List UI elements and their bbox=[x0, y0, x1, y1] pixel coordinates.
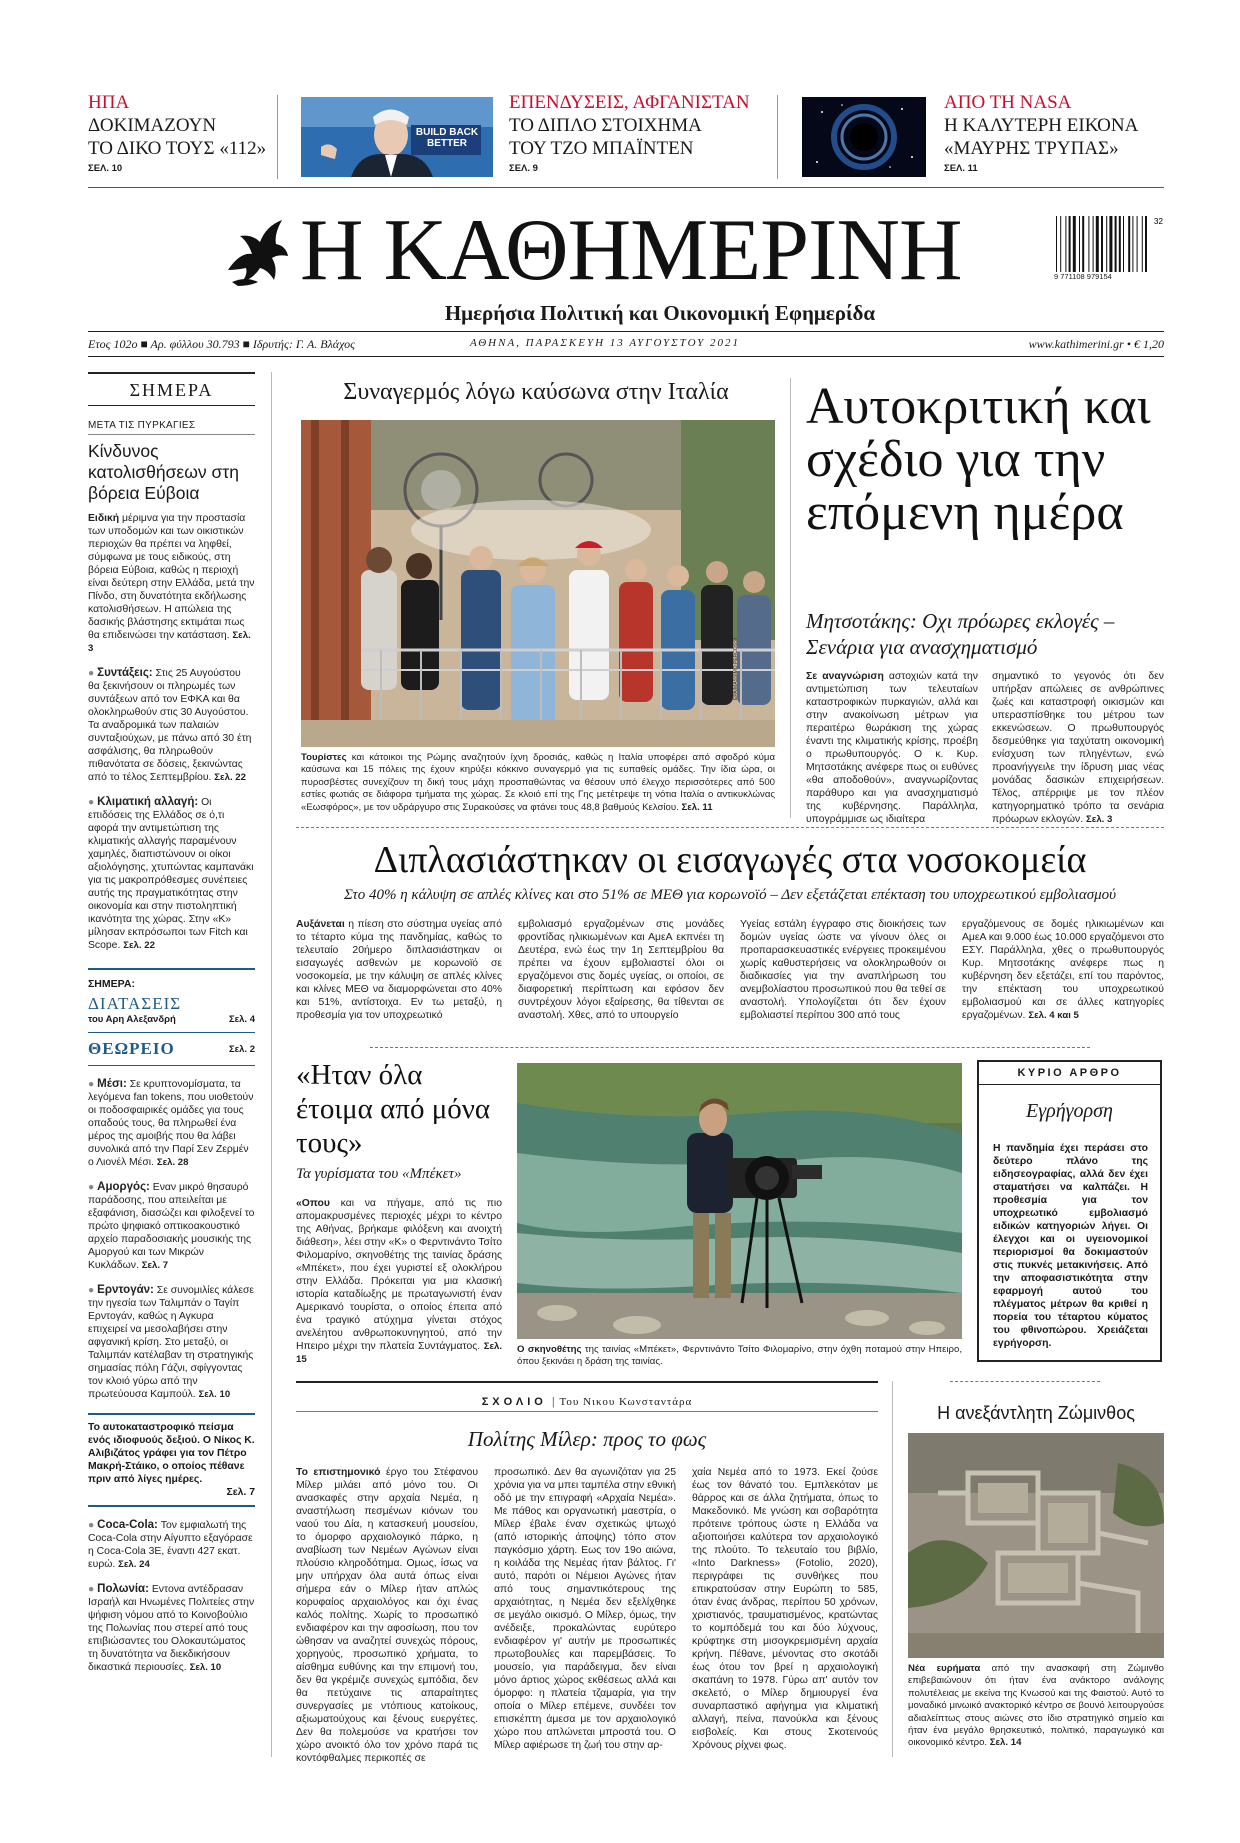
bullet-icon: ● bbox=[88, 797, 98, 808]
sidebar-simera: ΣΗΜΕΡΑ: bbox=[88, 978, 135, 990]
beckett-caption: Ο σκηνοθέτης της ταινίας «Μπέκετ», Φερντινάντο Τσίτο Φιλομαρίνο, στην όχθη ποταμού στην Ηπειρο, όπου ξεκινάει η δράση της ταινίας. bbox=[517, 1344, 962, 1368]
teaser-line: ΔΟΚΙΜΑΖΟΥΝ bbox=[88, 115, 217, 136]
brief-text: Στις 25 Αυγούστου θα ξεκινήσουν οι πληρωμές των συντάξεων από τον ΕΦΚΑ και θα ολοκληρωθούν στις 30 Αυγούστου. Τα αναδρομικά των παλαιών συνταξιούχων, με πάνω από 30 έτη ασφάλισης, θα πληρωθούν πιθανότατα σε δόσεις, ξεκινώντας από το τέλος Σεπτεμβρίου. bbox=[88, 668, 252, 783]
diataseis-label[interactable]: ΔΙΑΤΑΣΕΙΣ bbox=[88, 994, 182, 1013]
teaser-page: ΣΕΛ. 9 bbox=[509, 163, 538, 174]
sidebar-brief[interactable] bbox=[88, 1583, 255, 1674]
zominthos-title: Η ανεξάντλητη Ζώμινθος bbox=[937, 1403, 1135, 1423]
italy-photo-credit: EPA/MASSIMO PERCOSSI bbox=[733, 638, 739, 700]
teaser-line: Η ΚΑΛΥΤΕΡΗ ΕΙΚΟΝΑ bbox=[944, 115, 1139, 136]
editorial-body: Η πανδημία έχει περάσει στο δεύτερο πλάνο της ειδησεογραφίας, αλλά δεν έχει σταματήσει να καλπάζει. Η προθεσμία για τον υποχρεωτικό εμβολιασμό ειδικών κατηγοριών λήγει. Οι έλεγχοι και οι υγειονομικοί περιορισμοί θα δοκιμαστούν στις πυκνές μετακινήσεις. Από την αποφασιστικότητα στην εφαρμογή αυτού του πλέγματος μέτρων θα κριθεί η πορεία του τέταρτου κύματος του φθινοπώρου. Χρειάζεται εγρήγορση. bbox=[993, 1143, 1148, 1349]
brief-ref: Σελ. 24 bbox=[118, 1559, 150, 1570]
masthead-title: Η ΚΑΘΗΜΕΡΙΝΗ bbox=[300, 202, 962, 299]
barcode bbox=[1054, 216, 1164, 284]
bullet-icon: ● bbox=[88, 668, 98, 679]
zominthos-excavation-photo bbox=[908, 1433, 1164, 1658]
teaser-page: ΣΕΛ. 11 bbox=[944, 163, 978, 174]
teaser-page: ΣΕΛ. 10 bbox=[88, 163, 123, 174]
bullet-icon: ● bbox=[88, 1285, 98, 1296]
zominthos-caption: Νέα ευρήματα από την ανασκαφή στη Ζώμινθο επιβεβαιώνουν ότι ήταν ένα ανάκτορο ανάλογης πολυτέλειας με εκείνα της Κνωσού και της Φαιστού. Αυτό το μοναδικό μινωικό ανακτορικό κέντρο σε βουνό λειτουργούσε αδιαλείπτως στους αιώνες στο ίδιο στρατηγικό σημείο και ήταν ένα μεγάλο θρησκευτικό, πολιτικό, παραγωγικό και οικονομικό κέντρο. Σελ. 14 bbox=[908, 1663, 1164, 1749]
sidebar-brief[interactable] bbox=[88, 1284, 255, 1401]
brief-ref: Σελ. 22 bbox=[214, 772, 246, 783]
teaser-kicker: ΗΠΑ bbox=[88, 92, 130, 113]
bullet-icon: ● bbox=[88, 1182, 98, 1193]
hospitals-dek: Στο 40% η κάλυψη σε απλές κλίνες και στο 51% σε ΜΕΘ για κορωνοϊό – Δεν εξετάζεται επέκταση του υποχρεωτικού εμβολιασμού bbox=[343, 887, 1117, 903]
brief-ref: Σελ. 22 bbox=[123, 940, 155, 951]
blackhole-photo bbox=[802, 97, 926, 177]
brief-title: Πολωνία: bbox=[97, 1583, 149, 1595]
lead-col2: σημαντικό το γεγονός ότι δεν υπήρξαν απώλειες σε ανθρώπινες ζωές και καταστροφή οικισμών και υπερασπίσθηκε του μέτρου των εκκενώσεων. Ο πρωθυπουργός δεσμεύθηκε για ταχύτατη οικονομική ενίσχυση των πληγέντων, ενώ προανήγγειλε την ίδρυση μιας νέας μονάδας δασικών επιχειρήσεων. Τέλος, απέρριψε με τον πλέον κατηγορηματικό τρόπο τα σενάρια πρόωρων εκλογών. Σελ. 3 bbox=[992, 671, 1164, 825]
sidebar-kicker: ΜΕΤΑ ΤΙΣ ΠΥΡΚΑΓΙΕΣ bbox=[88, 420, 196, 431]
sidebar-brief[interactable] bbox=[88, 1181, 255, 1272]
teaser-line: «ΜΑΥΡΗΣ ΤΡΥΠΑΣ» bbox=[944, 138, 1119, 159]
scholio-col1: Το επιστημονικό έργο του Στέφανου Μίλερ μιλάει από μόνο του. Οι ανασκαφές στην αρχαία Νεμέα, η αναστήλωση πεσμένων κιόνων του ναού του Δία, η κατασκευή μουσείου, το όμορφο αρχαιολογικό πάρκο, η αναβίωση των Νεμέων Αγώνων είναι πλούσιο κληροδότημα. Ομως, ίσως να μην υπήρχαν όλα αυτά όπως είναι σήμερα εάν ο Μίλερ ήταν απλώς κορυφαίος αρχαιολόγος και όχι ένας καλός πολίτης. Χωρίς το προσωπικό ενδιαφέρον και την αφοσίωση, που τον ώθησαν να αναζητεί συνεχώς πόρους, χορηγούς, προσωπικό χρήματα, το αίσθημα ευθύνης και την επιμονή του, δεν θα γκρέμιζε συνεχώς εμπόδια, δεν θα πετύχαινε τις απαραίτητες συνεργασίες με ντόπιους κατοίκους, αξιωματούχους και ξένους ευεργέτες. Δεν θα πολεμούσε να κρατήσει τον χώρο ανοικτό όλο τον χρόνο παρά τις κοντόφθαλμες περικοπές σε bbox=[296, 1467, 478, 1764]
barcode-issue: 32 bbox=[1154, 217, 1163, 226]
sidebar-brief[interactable] bbox=[88, 1078, 255, 1169]
hospitals-col3: Υγείας εστάλη έγγραφο στις διοικήσεις των δομών υγείας ώστε να γίνουν όλες οι προπαρασκευαστικές ενέργειες προκειμένου χωρίς καθυστερήσεις να ολοκληρωθούν οι διαδικασίες για την αναπλήρωση του ανεμβολίαστου προσωπικού που θα τεθεί σε αναστολή. Υπολογίζεται ότι δεν έχουν εμβολιαστεί περίπου 300 από τους bbox=[740, 919, 946, 1021]
teaser-usa[interactable] bbox=[88, 92, 268, 174]
hospitals-headline[interactable]: Διπλασιάστηκαν οι εισαγωγές στα νοσοκομεία bbox=[373, 839, 1087, 881]
brief-text: Σε κρυπτονομίσματα, τα λεγόμενα fan tokens, που υιοθετούν οι ποδοσφαιρικές ομάδες για τους οπαδούς τους, θα πληρωθεί ένα μέρος της αμοιβής που θα λάβει συνολικά από την Παρί Σεν Ζερμέν ο Λιονέλ Μέσι. bbox=[88, 1079, 254, 1168]
sidebar-brief[interactable] bbox=[88, 796, 255, 952]
brief-title: Ερντογάν: bbox=[97, 1284, 154, 1296]
sidebar-brief[interactable] bbox=[88, 1519, 255, 1571]
brief-text: Οι επιδόσεις της Ελλάδος σε ό,τι αφορά την αντιμετώπιση της κλιματικής αλλαγής παραμένουν χαμηλές, διαπιστώνουν οι οίκοι αξιολόγησης, χτυπώντας καμπανάκι για τις μακροπρόθεσμες συνέπειες αυτής της πραγματικότητας στην οικονομία και στην πιστοληπτική ικανότητα της χώρας. Στην «Κ» μίλησαν εκπρόσωποι των Fitch και Scope. bbox=[88, 797, 254, 951]
lead-dek: Μητσοτάκης: Οχι πρόωρες εκλογές – Σενάρια για ανασχηματισμό bbox=[806, 609, 1115, 659]
teaser-biden[interactable] bbox=[509, 92, 769, 174]
theoreio-label[interactable]: ΘΕΩΡΕΙΟ bbox=[88, 1039, 175, 1058]
brief-text: Σε συνομιλίες κάλεσε την ηγεσία των Ταλιμπάν ο Ταγίπ Ερντογάν, καθώς η Αγκυρα επιχειρεί να μεσολαβήσει στην αφγανική κρίση. Στο μεταξύ, οι Ταλιμπάν κατέλαβαν τη στρατηγικής σημασίας πόλη Γάζνι, σφίγγοντας τον κλοιό γύρω από την πρωτεύουσα Καμπούλ. bbox=[88, 1285, 255, 1400]
brief-title: Coca-Cola: bbox=[97, 1519, 158, 1531]
sidebar bbox=[88, 372, 255, 1674]
bullet-icon: ● bbox=[88, 1520, 98, 1531]
brief-ref: Σελ. 28 bbox=[156, 1157, 189, 1168]
brief-text: Τον εμφιαλωτή της Coca-Cola στην Αίγυπτο εξαγόρασε η Coca-Cola 3E, έναντι 427 εκατ. ευρώ. bbox=[88, 1520, 253, 1570]
hospitals-col1: Αυξάνεται η πίεση στο σύστημα υγείας από το τέταρτο κύμα της πανδημίας, καθώς το τελευταίο 20ήμερο διπλασιάστηκαν οι εισαγωγές ασθενών με κορωνοϊό σε νοσοκομεία, με την κάλυψη σε απλές κλίνες και κλίνες ΜΕΘ να διαμορφώνεται στο 40% και 51%, αντίστοιχα. Εν τω μεταξύ, η προθεσμία για τον υποχρεωτικό bbox=[296, 919, 502, 1021]
scholio-author: Του Νικου Κωνσταντάρα bbox=[559, 1396, 693, 1408]
lead-headline[interactable]: Αυτοκριτική και σχέδιο για την επόμενη ημέρα bbox=[806, 378, 1151, 541]
sidebar-headline[interactable]: Κίνδυνος κατολισθήσεων στη βόρεια Εύβοια bbox=[88, 441, 239, 503]
hospitals-col4: εργαζόμενους σε δομές ηλικιωμένων και ΑμεΑ και 9.000 έως 10.000 εργαζόμενοι στο ΕΣΥ. Παράλληλα, χθες ο πρωθυπουργός Κυρ. Μητσοτάκης ανέφερε πως η κυβέρνηση δεν εξετάζει, επί του παρόντος, την επέκταση του υποχρεωτικού εμβολιασμού και σε άλλες κατηγορίες εργαζομένων. Σελ. 4 και 5 bbox=[962, 919, 1164, 1021]
beckett-headline[interactable]: «Ηταν όλα έτοιμα από μόνα τους» bbox=[296, 1059, 491, 1159]
lead-col1: Σε αναγνώριση αστοχιών κατά την αντιμετώπιση των τελευταίων καταστροφικών πυρκαγιών, αλλά και στην ανακοίνωση μέτρων για περαιτέρω θωράκιση της χώρας έναντι της κλιματικής κρίσης, προέβη ο πρωθυπουργός. Ο κ. Κυρ. Μητσοτάκης ανέφερε πως οι ευθύνες «θα αποδοθούν», αναγνωρίζοντας παράθυρο και για ανασχηματισμό της κυβέρνησης. Παράλληλα, υπογράμμισε ως ιδιαίτερα bbox=[806, 671, 979, 825]
scholio-col3: χαία Νεμέα από το 1973. Εκεί ζούσε έως τον θάνατό του. Εμπλεκόταν με θάρρος και σε άλλα ζητήματα, όπως το Μακεδονικό. Με γνώση και σοβαρότητα πρότεινε τρόπους ώστε η Ελλάδα να αξιοποιήσει καλύτερα τον αρχαιολογικό της πλούτο. Το τελευταίο του βιβλίο, «Into Darkness» (Fotolio, 2020), περιγράφει τις συνθήκες που επικρατούσαν στην Ευρώπη το 585, όταν ένας άνδρας, περίπου 50 χρόνων, χριστιανός, τραυματισμένος, κρατώντας το κομπόδεμά του και δύο λύχνους, κρύφτηκε στη μισογκρεμισμένη αρχαία κρήνη. Πέθανε, μένοντας στο σκοτάδι έως ότου τον βρεί η αρχαιολογική σκαπάνη το 1978. Γύρω απ' αυτόν τον σκελετό, ο Μίλερ δημιουργεί ένα συναρπαστικό αφήγημα για κλιματική αλλαγή, πείνα, πανούκλα και ξένους εισβολείς. Και στους Σκοτεινούς Χρόνους ρίχνει φως. bbox=[692, 1467, 878, 1751]
griffin-logo-icon bbox=[222, 212, 292, 288]
beckett-director-photo bbox=[517, 1063, 962, 1339]
brief-title: Συντάξεις: bbox=[97, 667, 153, 679]
teaser-kicker: ΑΠΟ ΤΗ NASA bbox=[944, 92, 1072, 113]
italy-caption: Τουρίστες και κάτοικοι της Ρώμης αναζητούν ίχνη δροσιάς, καθώς η Ιταλία υποφέρει από σφοδρό κύμα καύσωνα και 15 πόλεις της έχουν κηρύξει κόκκινο συναγερμό για τις ευπαθείς ομάδες. Την ίδια ώρα, οι πυροσβέστες συνεχίζουν τη δική τους μάχη προσπαθώντας να θέσουν υπό έλεγχο περισσότερες από 500 εστίες φωτιάς σε διάφορα τμήματα της χώρας. Σε κλοιό επί της Γης μετέτρεψε τη νότια Ιταλία ο αντικυκλώνας «Εωσφόρος», με τον υδράργυρο στις Συρακούσες να φτάνει τους 48,8 βαθμούς Κελσίου. Σελ. 11 bbox=[301, 752, 775, 813]
website-price[interactable]: www.kathimerini.gr • € 1,20 bbox=[1028, 337, 1164, 351]
barcode-number: 9 771108 979154 bbox=[1054, 272, 1112, 281]
bullet-icon: ● bbox=[88, 1584, 98, 1595]
sidebar-promo[interactable]: Το αυτοκαταστροφικό πείσμα ενός ιδιοφυούς δεξιού. Ο Νίκος Κ. Αλιβιζάτος γράφει για τον Πέτρο Μακρή-Στάικο, ο οποίος πέθανε πριν από λίγες ημέρες. Σελ. 7 bbox=[88, 1422, 255, 1498]
sidebar-lead: Ειδική μέριμνα για την προστασία των υποδομών και των οικιστικών περιοχών θα πρέπει να ληφθεί, σύμφωνα με τους ειδικούς, στη βόρεια Εύβοια, καθώς η περιοχή είναι δεύτερη στην Ελλάδα, μετά την Πίνδο, στη δυνατότητα εκδήλωσης κατολισθήσεων. Η απώλεια της δασικής βλάστησης εκτιμάται πως θα επιδεινώσει την κατάσταση. Σελ. 3 bbox=[88, 513, 255, 654]
editorial-header: ΚΥΡΙΟ ΑΡΘΡΟ bbox=[1017, 1067, 1122, 1079]
brief-ref: Σελ. 7 bbox=[141, 1260, 169, 1271]
brief-text: Εναν μικρό θησαυρό παράδοσης, που απειλείται με εξαφάνιση, διασώζει και φιλοξενεί το πρώτο ψηφιακό οπτικοακουστικό αρχείο παραδοσιακής μουσικής της Αμοργού και των Μικρών Κυκλάδων. bbox=[88, 1182, 255, 1271]
biden-photo-text: BUILD BACK BETTER bbox=[415, 127, 479, 149]
brief-title: Μέσι: bbox=[97, 1078, 127, 1090]
brief-title: Αμοργός: bbox=[97, 1181, 150, 1193]
biden-photo bbox=[301, 97, 493, 177]
editorial-title: Εγρήγορση bbox=[1026, 1100, 1113, 1122]
editorial-box bbox=[977, 1060, 1162, 1362]
italy-title: Συναγερμός λόγω καύσωνα στην Ιταλία bbox=[343, 379, 729, 405]
diataseis-ref: Σελ. 4 bbox=[228, 1014, 255, 1025]
brief-title: Κλιματική αλλαγή: bbox=[97, 796, 199, 808]
sidebar-header: ΣΗΜΕΡΑ bbox=[129, 380, 214, 400]
sidebar-brief[interactable] bbox=[88, 667, 255, 784]
teaser-line: ΤΟΥ ΤΖΟ ΜΠΑΪΝΤΕΝ bbox=[509, 138, 694, 159]
scholio-header: ΣΧΟΛΙΟ | Του Νικου Κωνσταντάρα bbox=[481, 1394, 693, 1408]
teaser-line: ΤΟ ΔΙΠΛΟ ΣΤΟΙΧΗΜΑ bbox=[509, 115, 702, 136]
brief-text: Εντονα αντέδρασαν Ισραήλ και Ηνωμένες Πολιτείες στην ψήφιση νόμου από το Κοινοβούλιο της Πολωνίας που στερεί από τους επιβιώσαντες του Ολοκαυτώματος τη δυνατότητα να διεκδικήσουν δικαστικά περιουσίες. bbox=[88, 1584, 255, 1673]
hospitals-col2: εμβολιασμό εργαζομένων στις μονάδες φροντίδας ηλικιωμένων και ΑμεΑ εκπνέει τη Δευτέρα, ενώ έως την 1η Σεπτεμβρίου θα πρέπει να έχουν εμβολιαστεί όλοι οι εργαζόμενοι στις δομές υγείας, οι οποίοι, σε διαφορετική περίπτωση και εφόσον δεν συντρέχουν λόγοι εξαίρεσης, θα τίθενται σε αναστολή. Χθες, από το υπουργείο bbox=[518, 919, 724, 1021]
scholio-title[interactable]: Πολίτης Μίλερ: προς το φως bbox=[467, 1427, 707, 1451]
italy-heatwave-photo bbox=[301, 420, 775, 747]
issue-info: Ετος 102ο ■ Αρ. φύλλου 30.793 ■ Ιδρυτής: Γ. Α. Βλάχος bbox=[88, 337, 355, 351]
masthead-subtitle: Ημερήσια Πολιτική και Οικονομική Εφημερίδα bbox=[444, 301, 876, 325]
brief-ref: Σελ. 10 bbox=[189, 1662, 222, 1673]
beckett-body: «Οπου και να πήγαμε, από τις πιο απομακρυσμένες περιοχές μέχρι το κέντρο της Αθήνας, βρήκαμε φιλόξενη και ανοιχτή διάθεση», λέει στην «Κ» ο Φερντινάντο Τσίτο Φιλομαρίνο, σκηνοθέτης της ταινίας δράσης «Μπέκετ», που έχει γυριστεί εξ ολοκλήρου στην Ελλάδα. Πρόκειται για μια κλασική ιστορία καταδίωξης με πρωταγωνιστή έναν Αμερικανό τουρίστα, ο οποίος έπειτα από ένα τραγικό ατύχημα γίνεται στόχος ανελέητου ανθρωποκυνηγητού, από την Ηπειρο μέχρι την πλατεία Συντάγματος. Σελ. 15 bbox=[296, 1198, 502, 1365]
teaser-kicker: ΕΠΕΝΔΥΣΕΙΣ, ΑΦΓΑΝΙΣΤΑΝ bbox=[509, 92, 750, 113]
teaser-line: ΤΟ ΔΙΚΟ ΤΟΥΣ «112» bbox=[88, 138, 267, 159]
issue-date: ΑΘΗΝΑ, ΠΑΡΑΣΚΕΥΗ 13 ΑΥΓΟΥΣΤΟΥ 2021 bbox=[470, 337, 740, 349]
scholio-col2: προσωπικό. Δεν θα αγωνιζόταν για 25 χρόνια για να μπει ταμπέλα στην εθνική οδό με την επιγραφή «Αρχαία Νεμέα». Με πάθος και οργανωτική μαεστρία, ο Μίλερ έβαλε έναν σχετικώς ψτωχό (από ιστορικής άποψης) τόπο στον παγκόσμιο χάρτη. Εως τον 19ο αιώνα, η κοιλάδα της Νεμέας ήταν βάλτος. Γι' αυτό, παρότι οι Νέμειοι Αγώνες ήταν από τους σημαντικότερους της αρχαιότητας, η Νεμέα δεν εξελίχθηκε σε μεγάλο οικισμό. Ο Μίλερ, όμως, την ανέδειξε, προκαλώντας ευρύτερο ενδιαφέρον γι' αυτήν με προσωπικές πρωτοβουλίες και παρεμβάσεις. Το μουσείο, για παράδειγμα, δεν είναι μόνο άρτιος χώρος εκθέσεως αλλά και όμορφο: η πλατεία τζαμαρία, για την οποία ο Μίλερ επέμενε, συνδέει τον επισκέπτη άμεσα με τον αρχαιολογικό χώρο που απλώνεται μπροστά του. Ο Μίλερ αφιέρωσε τη ζωή του στην αρ- bbox=[494, 1467, 676, 1751]
beckett-dek: Τα γυρίσματα του «Μπέκετ» bbox=[296, 1166, 462, 1182]
teaser-nasa[interactable] bbox=[944, 92, 1164, 174]
diataseis-author: του Αρη Αλεξανδρή bbox=[88, 1014, 176, 1025]
scholio-label: ΣΧΟΛΙΟ bbox=[481, 1396, 547, 1408]
theoreio-ref: Σελ. 2 bbox=[228, 1044, 255, 1055]
bullet-icon: ● bbox=[88, 1079, 98, 1090]
brief-ref: Σελ. 10 bbox=[198, 1389, 231, 1400]
